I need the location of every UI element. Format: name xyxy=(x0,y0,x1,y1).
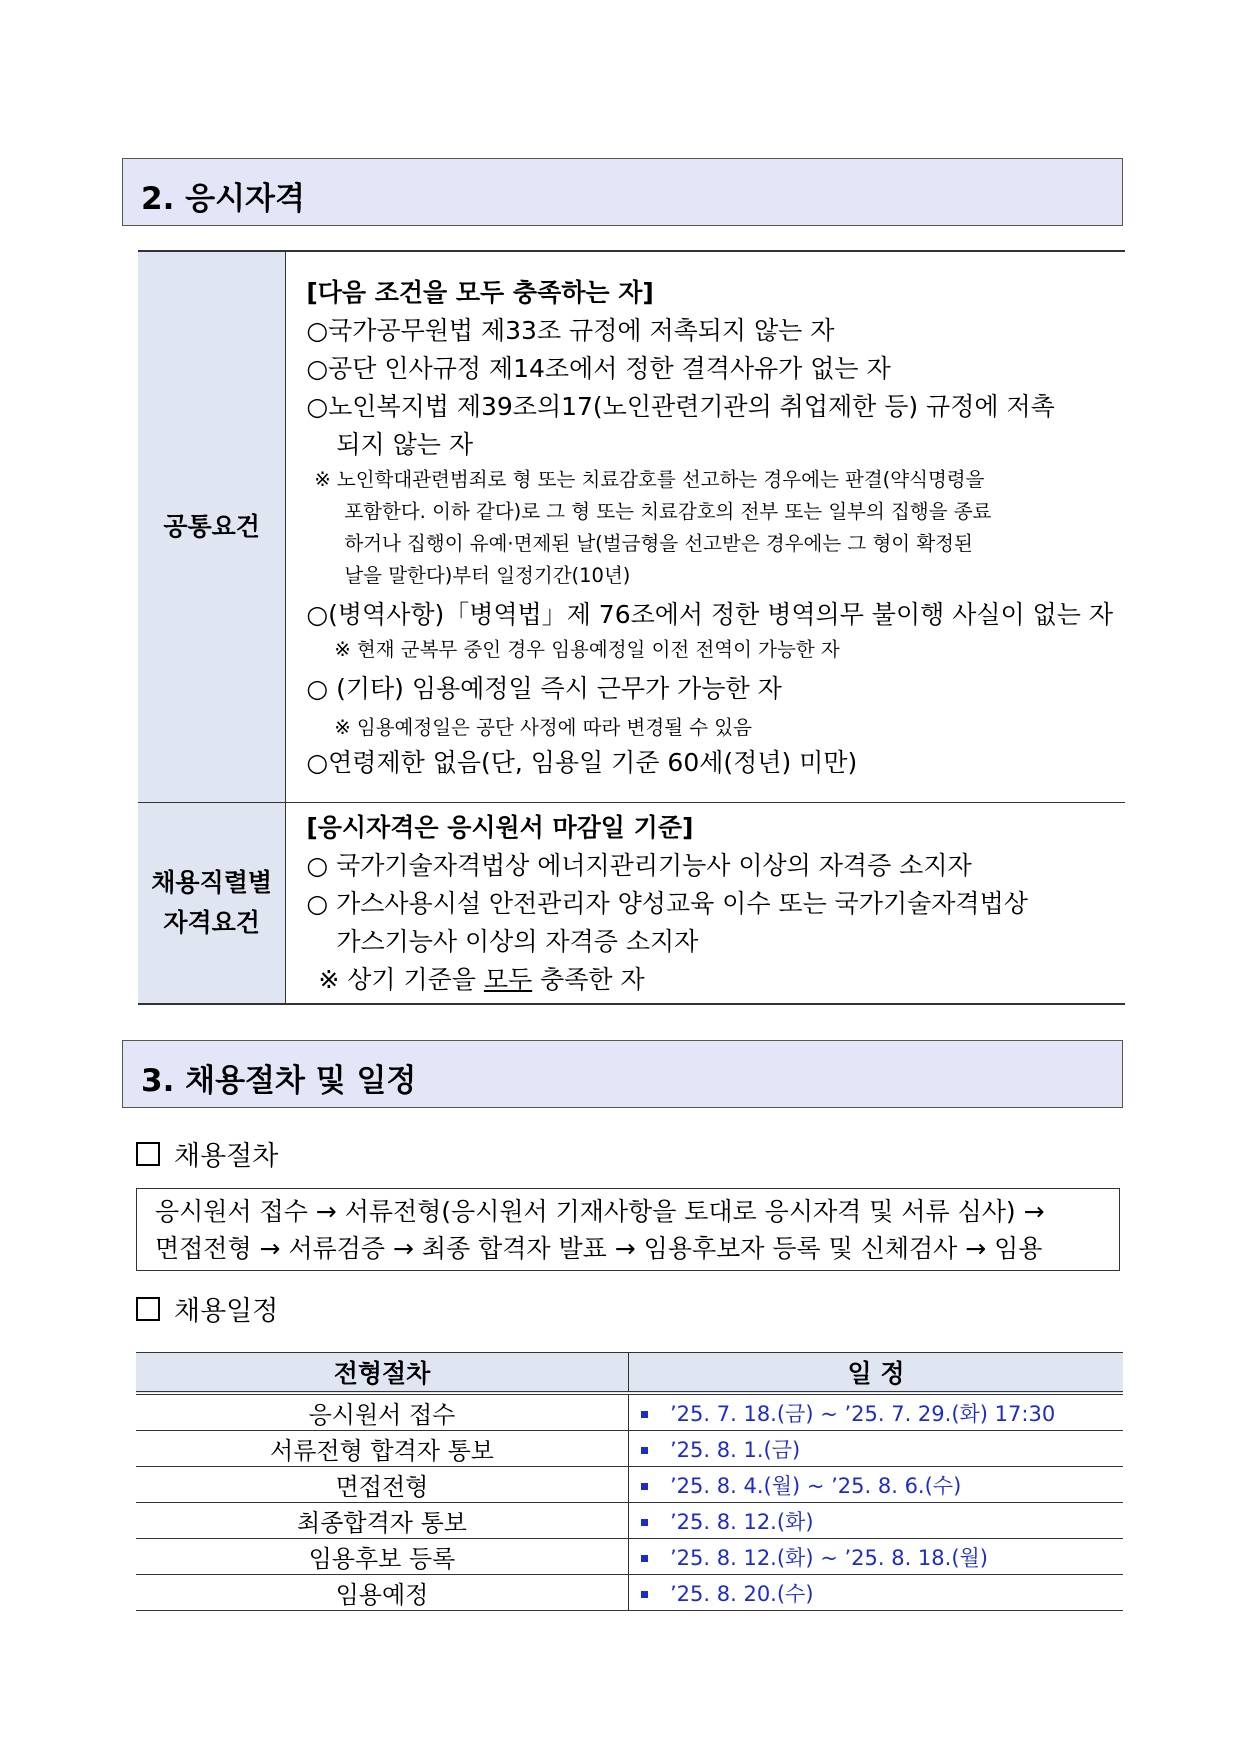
age-requirement: ○연령제한 없음(단, 임용일 기준 60세(정년) 미만) xyxy=(306,748,858,777)
abuse-crime-note-line: 포함한다. 이하 같다)로 그 형 또는 치료감호의 전부 또는 일부의 집행을 종료 xyxy=(344,500,992,523)
military-note: ※ 현재 군복무 중인 경우 임용예정일 이전 전역이 가능한 자 xyxy=(334,638,840,661)
schedule-date-cell xyxy=(629,1431,1124,1467)
abuse-crime-note-line: 날을 말한다)부터 일정기간(10년) xyxy=(344,564,631,587)
schedule-date: ’25. 8. 20.(수) xyxy=(670,1581,814,1606)
job-item-continuation: 가스기능사 이상의 자격증 소지자 xyxy=(336,927,699,956)
schedule-step: 서류전형 합격자 통보 xyxy=(136,1431,629,1467)
bullet-icon xyxy=(641,1519,648,1526)
common-requirements-label: 공통요건 xyxy=(138,251,286,803)
abuse-crime-note: ※ 노인학대관련범죄로 형 또는 치료감호를 선고하는 경우에는 판결(약식명령을 xyxy=(314,468,985,491)
schedule-row xyxy=(136,1575,1123,1611)
schedule-header-row xyxy=(136,1353,1123,1394)
schedule-row xyxy=(136,1431,1123,1467)
job-item: ○ 국가기술자격법상 에너지관리기능사 이상의 자격증 소지자 xyxy=(306,851,972,880)
job-item: ○ 가스사용시설 안전관리자 양성교육 이수 또는 국가기술자격법상 xyxy=(306,889,1028,918)
common-item: ○공단 인사규정 제14조에서 정한 결격사유가 없는 자 xyxy=(306,354,891,383)
schedule-date-cell xyxy=(629,1467,1124,1503)
common-requirements-row xyxy=(138,251,1125,803)
column-header-step: 전형절차 xyxy=(136,1353,629,1394)
bullet-icon xyxy=(641,1483,648,1490)
procedure-title: 채용절차 xyxy=(174,1141,279,1172)
abuse-crime-note-line: 하거나 집행이 유예·면제된 날(벌금형을 선고받은 경우에는 그 형이 확정된 xyxy=(344,532,973,555)
square-bullet-icon xyxy=(136,1297,160,1321)
job-label-line: 자격요건 xyxy=(163,908,260,937)
schedule-subheading xyxy=(136,1289,278,1328)
common-requirements-content xyxy=(286,251,1125,803)
schedule-date: ’25. 8. 1.(금) xyxy=(670,1437,801,1462)
schedule-step: 응시원서 접수 xyxy=(136,1393,629,1431)
military-requirement: ○(병역사항)「병역법」제 76조에서 정한 병역의무 불이행 사실이 없는 자 xyxy=(306,600,1113,629)
bullet-icon xyxy=(641,1411,648,1418)
schedule-row xyxy=(136,1539,1123,1575)
schedule-date-cell xyxy=(629,1503,1124,1539)
schedule-date: ’25. 8. 4.(월) ~ ’25. 8. 6.(수) xyxy=(670,1473,962,1498)
procedure-line: 면접전형 → 서류검증 → 최종 합격자 발표 → 임용후보자 등록 및 신체검사 → 임용 xyxy=(155,1234,1043,1263)
job-heading: [응시자격은 응시원서 마감일 기준] xyxy=(306,813,694,842)
schedule-date: ’25. 7. 18.(금) ~ ’25. 7. 29.(화) 17:30 xyxy=(670,1401,1056,1426)
column-header-date: 일 정 xyxy=(629,1353,1124,1394)
job-requirements-label xyxy=(138,803,286,1005)
section-2-header xyxy=(122,158,1123,226)
bullet-icon xyxy=(641,1555,648,1562)
etc-requirement: ○ (기타) 임용예정일 즉시 근무가 가능한 자 xyxy=(306,674,782,703)
job-note xyxy=(306,961,1113,999)
schedule-row xyxy=(136,1393,1123,1431)
schedule-table xyxy=(136,1352,1123,1611)
schedule-row xyxy=(136,1503,1123,1539)
common-item-continuation: 되지 않는 자 xyxy=(336,430,473,459)
job-requirements-row xyxy=(138,803,1125,1005)
etc-note: ※ 임용예정일은 공단 사정에 따라 변경될 수 있음 xyxy=(334,716,752,739)
schedule-step: 면접전형 xyxy=(136,1467,629,1503)
procedure-box xyxy=(136,1188,1120,1271)
procedure-line: 응시원서 접수 → 서류전형(응시원서 기재사항을 토대로 응시자격 및 서류 심사) → xyxy=(155,1197,1045,1226)
qualification-table xyxy=(138,250,1125,1005)
square-bullet-icon xyxy=(136,1142,160,1166)
schedule-date-cell xyxy=(629,1575,1124,1611)
section-2-title: 2. 응시자격 xyxy=(141,181,305,217)
procedure-subheading xyxy=(136,1134,278,1173)
job-note-pre: ※ 상기 기준을 xyxy=(318,965,484,994)
bullet-icon xyxy=(641,1591,648,1598)
schedule-date-cell xyxy=(629,1393,1124,1431)
schedule-date: ’25. 8. 12.(화) xyxy=(670,1509,814,1534)
schedule-date: ’25. 8. 12.(화) ~ ’25. 8. 18.(월) xyxy=(670,1545,989,1570)
job-note-post: 충족한 자 xyxy=(532,965,645,994)
schedule-step: 임용예정 xyxy=(136,1575,629,1611)
common-item: ○노인복지법 제39조의17(노인관련기관의 취업제한 등) 규정에 저촉 xyxy=(306,392,1055,421)
schedule-step: 임용후보 등록 xyxy=(136,1539,629,1575)
common-item: ○국가공무원법 제33조 규정에 저촉되지 않는 자 xyxy=(306,316,835,345)
schedule-row xyxy=(136,1467,1123,1503)
schedule-date-cell xyxy=(629,1539,1124,1575)
job-requirements-content xyxy=(286,803,1125,1005)
job-label-line: 채용직렬별 xyxy=(151,868,273,897)
job-note-underlined: 모두 xyxy=(483,965,533,994)
schedule-step: 최종합격자 통보 xyxy=(136,1503,629,1539)
section-3-header xyxy=(122,1040,1123,1108)
bullet-icon xyxy=(641,1447,648,1454)
section-3-title: 3. 채용절차 및 일정 xyxy=(141,1063,417,1099)
schedule-title: 채용일정 xyxy=(174,1296,279,1327)
common-heading: [다음 조건을 모두 충족하는 자] xyxy=(306,278,654,307)
